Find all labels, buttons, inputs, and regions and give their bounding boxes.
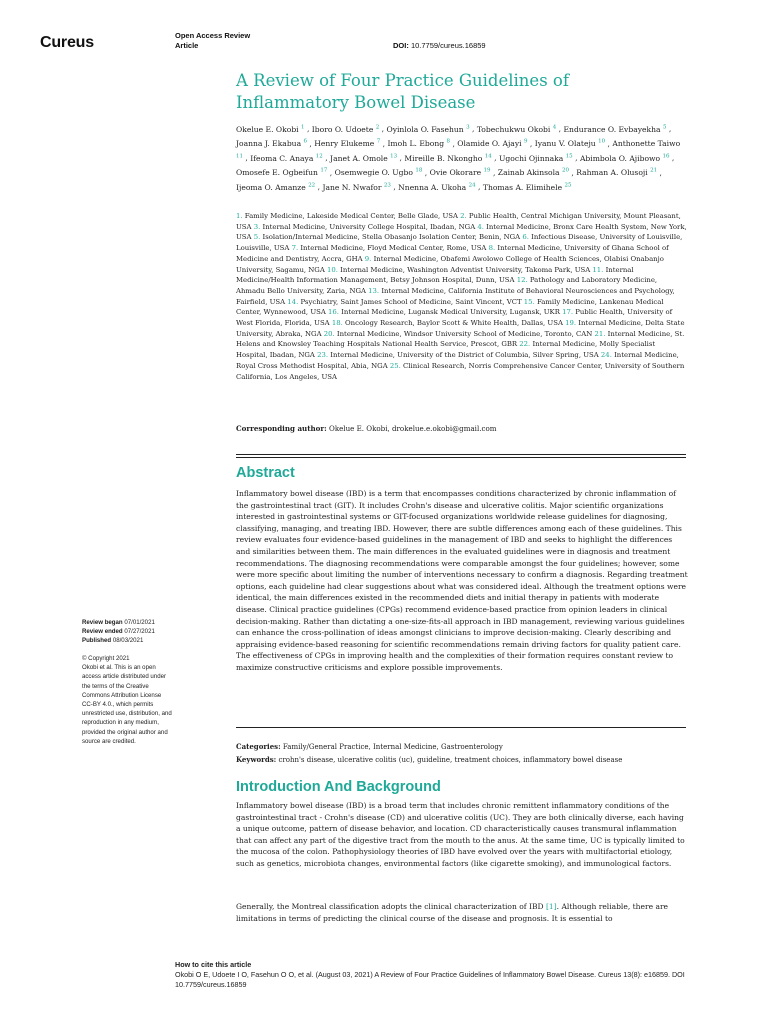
author-name: Iboro O. Udoete $^2$ xyxy=(311,124,380,134)
affiliation-number: 22. xyxy=(519,340,533,349)
author-name: Henry Elukeme $^7$ xyxy=(314,138,381,149)
author-affiliation-number: 20 xyxy=(561,167,569,174)
review-began: Review began 07/01/2021 xyxy=(82,619,155,626)
author-affiliation-number: 7 xyxy=(376,138,381,145)
copyright-block xyxy=(82,654,172,746)
author-affiliation-number: 2 xyxy=(375,124,380,130)
author-name: Tobechukwu Okobi $^4$ xyxy=(476,124,557,134)
author-name: Osemwegie O. Ugbo $^{18}$ xyxy=(334,167,423,178)
author-affiliation-number: 6 xyxy=(303,138,308,145)
author-affiliation-number: 14 xyxy=(484,153,492,160)
affiliation-text: Family Medicine, Lakeside Medical Center, Belle Glade, USA xyxy=(244,212,461,220)
author-affiliation-number: 10 xyxy=(598,138,606,145)
affiliation-text: Internal Medicine, Molly Specialist Hospital, Ibadan, NGA xyxy=(236,340,656,360)
author-name: Thomas A. Elimihele $^{25}$ xyxy=(482,182,572,192)
affiliation-number: 19. xyxy=(565,319,579,328)
author-list: Okelue E. Okobi $^1$ , Iboro O. Udoete $^2$ , Oyinlola O. Fasehun $^3$ , Tobechukwu Okobi $^4$ , Endurance O. Evbayekha $^5$ , Joanna J. Ekabua $^6$ , Henry Elukeme $^7$ , Imoh L. Ebong $^8$ , Olamide O. Ajayi $^9$ , Iyanu V. Olateju $^{10}$ , Anthonette Taiwo $^{11}$ , Ifeoma C. Anaya $^{12}$ , Janet A. Omole $^{13}$ , Mireille B. Nkongho $^{14}$ , Ugochi Ojinnaka $^{15}$ , Abimbola O. Ajibowo $^{16}$ , Omosefe E. Ogbeifun $^{17}$ , Osemwegie O. Ugbo $^{18}$ , Ovie Okorare $^{19}$ , Zainab Akinsola $^{20}$ , Rahman A. Olusoji $^{21}$ , Ijeoma O. Amanze $^{22}$ , Jane N. Nwafor $^{23}$ , Nnenna A. Ukoha $^{24}$ , Thomas A. Elimihele $^{25}$ xyxy=(236,124,681,192)
author-name: Nnenna A. Ukoha $^{24}$ xyxy=(398,182,476,192)
affiliation-number: 3. xyxy=(253,222,263,231)
affiliation-text: Internal Medicine, Windsor University School of Medicine, Toronto, CAN xyxy=(336,329,595,338)
affiliation-text: Internal Medicine, Delta State University, Abraka, NGA xyxy=(236,319,685,338)
author-name: Ifeoma C. Anaya $^{12}$ xyxy=(250,153,323,163)
author-name: Ugochi Ojinnaka $^{15}$ xyxy=(499,153,573,163)
affiliation-text: Internal Medicine, University College Hospital, Ibadan, NGA xyxy=(262,222,478,231)
author-affiliation-number: 11 xyxy=(236,153,243,160)
affiliation-text: Internal Medicine, California Institute of Behavioral Neurosciences and Psychology, Fairfield, USA xyxy=(236,286,675,306)
journal-logo: Cureus xyxy=(40,34,94,51)
author-name: Anthonette Taiwo $^{11}$ xyxy=(236,139,681,160)
affiliation-text: Internal Medicine, St. Helens and Knowsley Teaching Hospitals National Health Service, Prescot, GBR xyxy=(236,329,685,349)
affiliation-number: 17. xyxy=(562,308,576,317)
author-name: Omosefe E. Ogbeifun $^{17}$ xyxy=(236,167,328,178)
doi-value[interactable]: 10.7759/cureus.16859 xyxy=(410,41,486,50)
affiliation-number: 7. xyxy=(291,244,301,253)
affiliation-number: 18. xyxy=(331,319,346,328)
affiliation-number: 14. xyxy=(287,297,301,306)
affiliation-text: Internal Medicine, University of Ghana School of Medicine and Dentistry, Accra, GHA xyxy=(236,244,669,263)
affiliation-number: 5. xyxy=(253,233,263,242)
citation-text: Okobi O E, Udoete I O, Fasehun O O, et al. (August 03, 2021) A Review of Four Practice Guidelines of Inflammatory Bowel Disease. Cureus 13(8): e16859. DOI 10.7759/cureus.16859 xyxy=(175,970,685,989)
affiliation-number: 9. xyxy=(364,254,374,263)
affiliation-number: 8. xyxy=(488,244,498,253)
affiliation-text: Oncology Research, Baylor Scott & White Health, Dallas, USA xyxy=(345,319,566,328)
affiliation-number: 2. xyxy=(460,212,469,220)
intro-paragraph-1: Inflammatory bowel disease (IBD) is a broad term that includes chronic remittent inflammatory conditions of the gastrointestinal tract - Crohn's disease (CD) and ulcerative colitis (UC). They are both clinically diverse, each having a unique outcome, pattern of disease behavior, and location. CD characteristically causes transmural inflammation that can affect any part of the digestive tract from the mouth to the anus. At the same time, UC is typically limited to the mucosa of the colon. Pathophysiology theories of IBD have evolved over the years with multifactorial etiology, such as genetics, microbiota changes, environmental factors (like cigarette smoking), and immunological factors. xyxy=(236,801,685,868)
author-affiliation-number: 3 xyxy=(466,124,470,130)
affiliation-number: 21. xyxy=(594,329,608,338)
author-name: Jane N. Nwafor $^{23}$ xyxy=(322,182,391,192)
abstract-text: Inflammatory bowel disease (IBD) is a term that encompasses conditions characterized by chronic inflammation of the gastrointestinal tract (GIT). It includes Crohn's disease and ulcerative colitis. Major scientific organizations interested in gastrointestinal systems or GIT-focused organizations worldwide release guidelines for diagnosing, classifying, managing, and treating IBD. However, there are subtle differences among each of these guidelines. This review evaluates four evidence-based guidelines in the management of IBD and seeks to highlight the differences and similarities between them. The main differences in the evaluated guidelines were in diagnosis and treatment recommendations. The diagnosing recommendations were comparable amongst the four guidelines; however, some were more specific about limiting the number of interventions necessary to confirm a diagnosis. Regarding treatment options, each guideline had clear suggestions about what was considered ideal. Although the treatment options were identical, the main differences existed in the recommended diets and initial therapy in patients with moderate disease. Clinical practice guidelines (CPGs) recommend evidence-based practice from opinion leaders in clinical decision-making. Rather than dictating a one-size-fits-all approach in IBD management, reviewing various guidelines can enhance the cross-pollination of ideas amongst clinicians to improve decision-making. Clearly describing and appraising evidence-based reasoning for scientific recommendations remain driving factors for quality patient care. The effectiveness of CPGs in improving health and the complexities of their formation requires constant review to maximize constructive criticisms and explore possible improvements. xyxy=(236,489,688,672)
affiliation-number: 4. xyxy=(477,222,487,231)
author-affiliation-number: 5 xyxy=(662,124,667,130)
affiliation-text: Public Health, University of West Florida, Florida, USA xyxy=(236,308,673,328)
affiliation-text: Isolation/Internal Medicine, Stella Obasanjo Isolation Center, Benin, NGA xyxy=(262,233,523,242)
affiliation-text: Internal Medicine, Floyd Medical Center, Rome, USA xyxy=(300,244,489,253)
author-name: Janet A. Omole $^{13}$ xyxy=(330,153,398,163)
author-name: Olamide O. Ajayi $^9$ xyxy=(457,138,528,149)
author-affiliation-number: 8 xyxy=(446,138,451,145)
author-name: Rahman A. Olusoji $^{21}$ xyxy=(576,167,658,178)
reference-link[interactable]: [1] xyxy=(545,902,557,911)
affiliation-text: Public Health, Central Michigan University, Mount Pleasant, USA xyxy=(236,212,681,231)
doi-label: DOI: xyxy=(393,41,409,50)
abstract-heading: Abstract xyxy=(236,465,295,481)
article-type-line1: Open Access Review xyxy=(175,31,251,40)
page-title: A Review of Four Practice Guidelines of Inflammatory Bowel Disease xyxy=(236,71,569,112)
divider xyxy=(236,454,686,455)
affiliation-text: Internal Medicine, University of the District of Columbia, Silver Spring, USA xyxy=(330,351,601,360)
author-name: Mireille B. Nkongho $^{14}$ xyxy=(404,153,492,163)
affiliation-number: 12. xyxy=(516,276,530,285)
author-name: Abimbola O. Ajibowo $^{16}$ xyxy=(579,153,670,163)
author-affiliation-number: 12 xyxy=(315,153,323,160)
affiliation-number: 24. xyxy=(600,351,615,360)
author-name: Okelue E. Okobi $^1$ xyxy=(236,124,305,134)
author-affiliation-number: 25 xyxy=(564,182,572,189)
affiliation-text: Family Medicine, Lankenau Medical Center, Wynnewood, USA xyxy=(236,297,664,317)
article-type xyxy=(175,31,250,51)
author-affiliation-number: 4 xyxy=(552,124,557,130)
corresponding-author xyxy=(236,424,496,433)
affiliation-number: 13. xyxy=(368,286,382,295)
author-name: Ovie Okorare $^{19}$ xyxy=(429,167,491,178)
affiliation-number: 6. xyxy=(522,233,532,242)
author-affiliation-number: 1 xyxy=(301,124,305,130)
affiliation-text: Pathology and Laboratory Medicine, Ahmadu Bello University, Zaria, NGA xyxy=(236,276,658,295)
author-name: Oyinlola O. Fasehun $^3$ xyxy=(386,124,470,134)
author-name: Imoh L. Ebong $^8$ xyxy=(387,138,451,149)
review-ended: Review ended 07/27/2021 xyxy=(82,628,155,636)
affiliation-text: Infectious Disease, University of Louisville, Louisville, USA xyxy=(236,233,683,253)
categories: Categories: Family/General Practice, Internal Medicine, Gastroenterology xyxy=(236,742,503,751)
author-affiliation-number: 17 xyxy=(320,167,328,174)
affiliation-number: 25. xyxy=(389,361,404,370)
author-name: Endurance O. Evbayekha $^5$ xyxy=(563,124,667,134)
intro-paragraph-2: Generally, the Montreal classification adopts the clinical characterization of IBD [1]. Although reliable, there are limitations in terms of predicting the clinical course of the disease and prognosis. It is essential to xyxy=(236,902,669,923)
author-affiliation-number: 18 xyxy=(415,167,423,174)
intro-heading: Introduction And Background xyxy=(236,779,441,795)
affiliation-number: 23. xyxy=(317,351,331,360)
doi xyxy=(393,41,486,50)
author-affiliation-number: 23 xyxy=(383,182,391,189)
review-dates xyxy=(82,618,155,646)
author-name: Zainab Akinsola $^{20}$ xyxy=(497,167,569,178)
author-affiliation-number: 22 xyxy=(308,182,316,189)
article-type-line2: Article xyxy=(175,41,199,50)
affiliation-number: 16. xyxy=(328,308,342,317)
affiliation-number: 1. xyxy=(236,212,245,220)
affiliation-number: 20. xyxy=(323,329,337,338)
copyright: © Copyright 2021 xyxy=(82,655,130,662)
affiliation-number: 11. xyxy=(592,265,606,274)
affiliation-text: Internal Medicine, Bronx Care Health System, New York, USA xyxy=(236,222,687,242)
keywords: Keywords: crohn's disease, ulcerative colitis (uc), guideline, treatment choices, inflammatory bowel disease xyxy=(236,754,623,764)
published-date: Published 08/03/2021 xyxy=(82,637,144,645)
author-affiliation-number: 9 xyxy=(523,138,528,145)
affiliation-text: Internal Medicine/Health Information Management, Betsy Johnson Hospital, Dunn, USA xyxy=(236,265,634,285)
divider xyxy=(236,727,686,728)
affiliation-list xyxy=(236,211,688,382)
affiliation-number: 10. xyxy=(326,265,341,274)
affiliation-text: Clinical Research, Norris Comprehensive Cancer Center, University of Southern California, Los Angeles, USA xyxy=(236,361,685,381)
affiliation-text: Internal Medicine, Lugansk Medical University, Lugansk, UKR xyxy=(341,308,563,317)
affiliation-text: Internal Medicine, Obafemi Awolowo College of Health Sciences, Olabisi Onabanjo University, Sagamu, NGA xyxy=(236,254,664,274)
corresponding-value[interactable]: Okelue E. Okobi, drokelue.e.okobi@gmail.com xyxy=(329,424,497,433)
author-name: Joanna J. Ekabua $^6$ xyxy=(236,138,308,149)
author-affiliation-number: 16 xyxy=(662,153,670,160)
article-meta xyxy=(236,741,688,766)
author-name: Ijeoma O. Amanze $^{22}$ xyxy=(236,182,316,192)
divider xyxy=(236,457,686,458)
author-affiliation-number: 19 xyxy=(483,167,491,174)
citation-heading: How to cite this article xyxy=(175,960,252,969)
affiliation-text: Psychiatry, Saint James School of Medicine, Saint Vincent, VCT xyxy=(300,297,524,306)
author-affiliation-number: 24 xyxy=(468,182,476,189)
affiliation-text: Internal Medicine, Royal Cross Methodist Hospital, Abia, NGA xyxy=(236,351,679,370)
license-text: Okobi et al. This is an open access article distributed under the terms of the Creative Commons Attribution License CC-BY 4.0., which permits unrestricted use, distribution, and reproduction in any medium, provided the original author and source are credited. xyxy=(82,664,172,745)
affiliation-text: Internal Medicine, Washington Adventist University, Takoma Park, USA xyxy=(340,265,593,274)
author-affiliation-number: 15 xyxy=(565,153,573,160)
author-affiliation-number: 13 xyxy=(390,153,398,160)
corresponding-label: Corresponding author: xyxy=(236,424,327,433)
author-affiliation-number: 21 xyxy=(650,167,658,174)
author-name: Iyanu V. Olateju $^{10}$ xyxy=(534,138,606,149)
affiliation-number: 15. xyxy=(523,297,537,306)
